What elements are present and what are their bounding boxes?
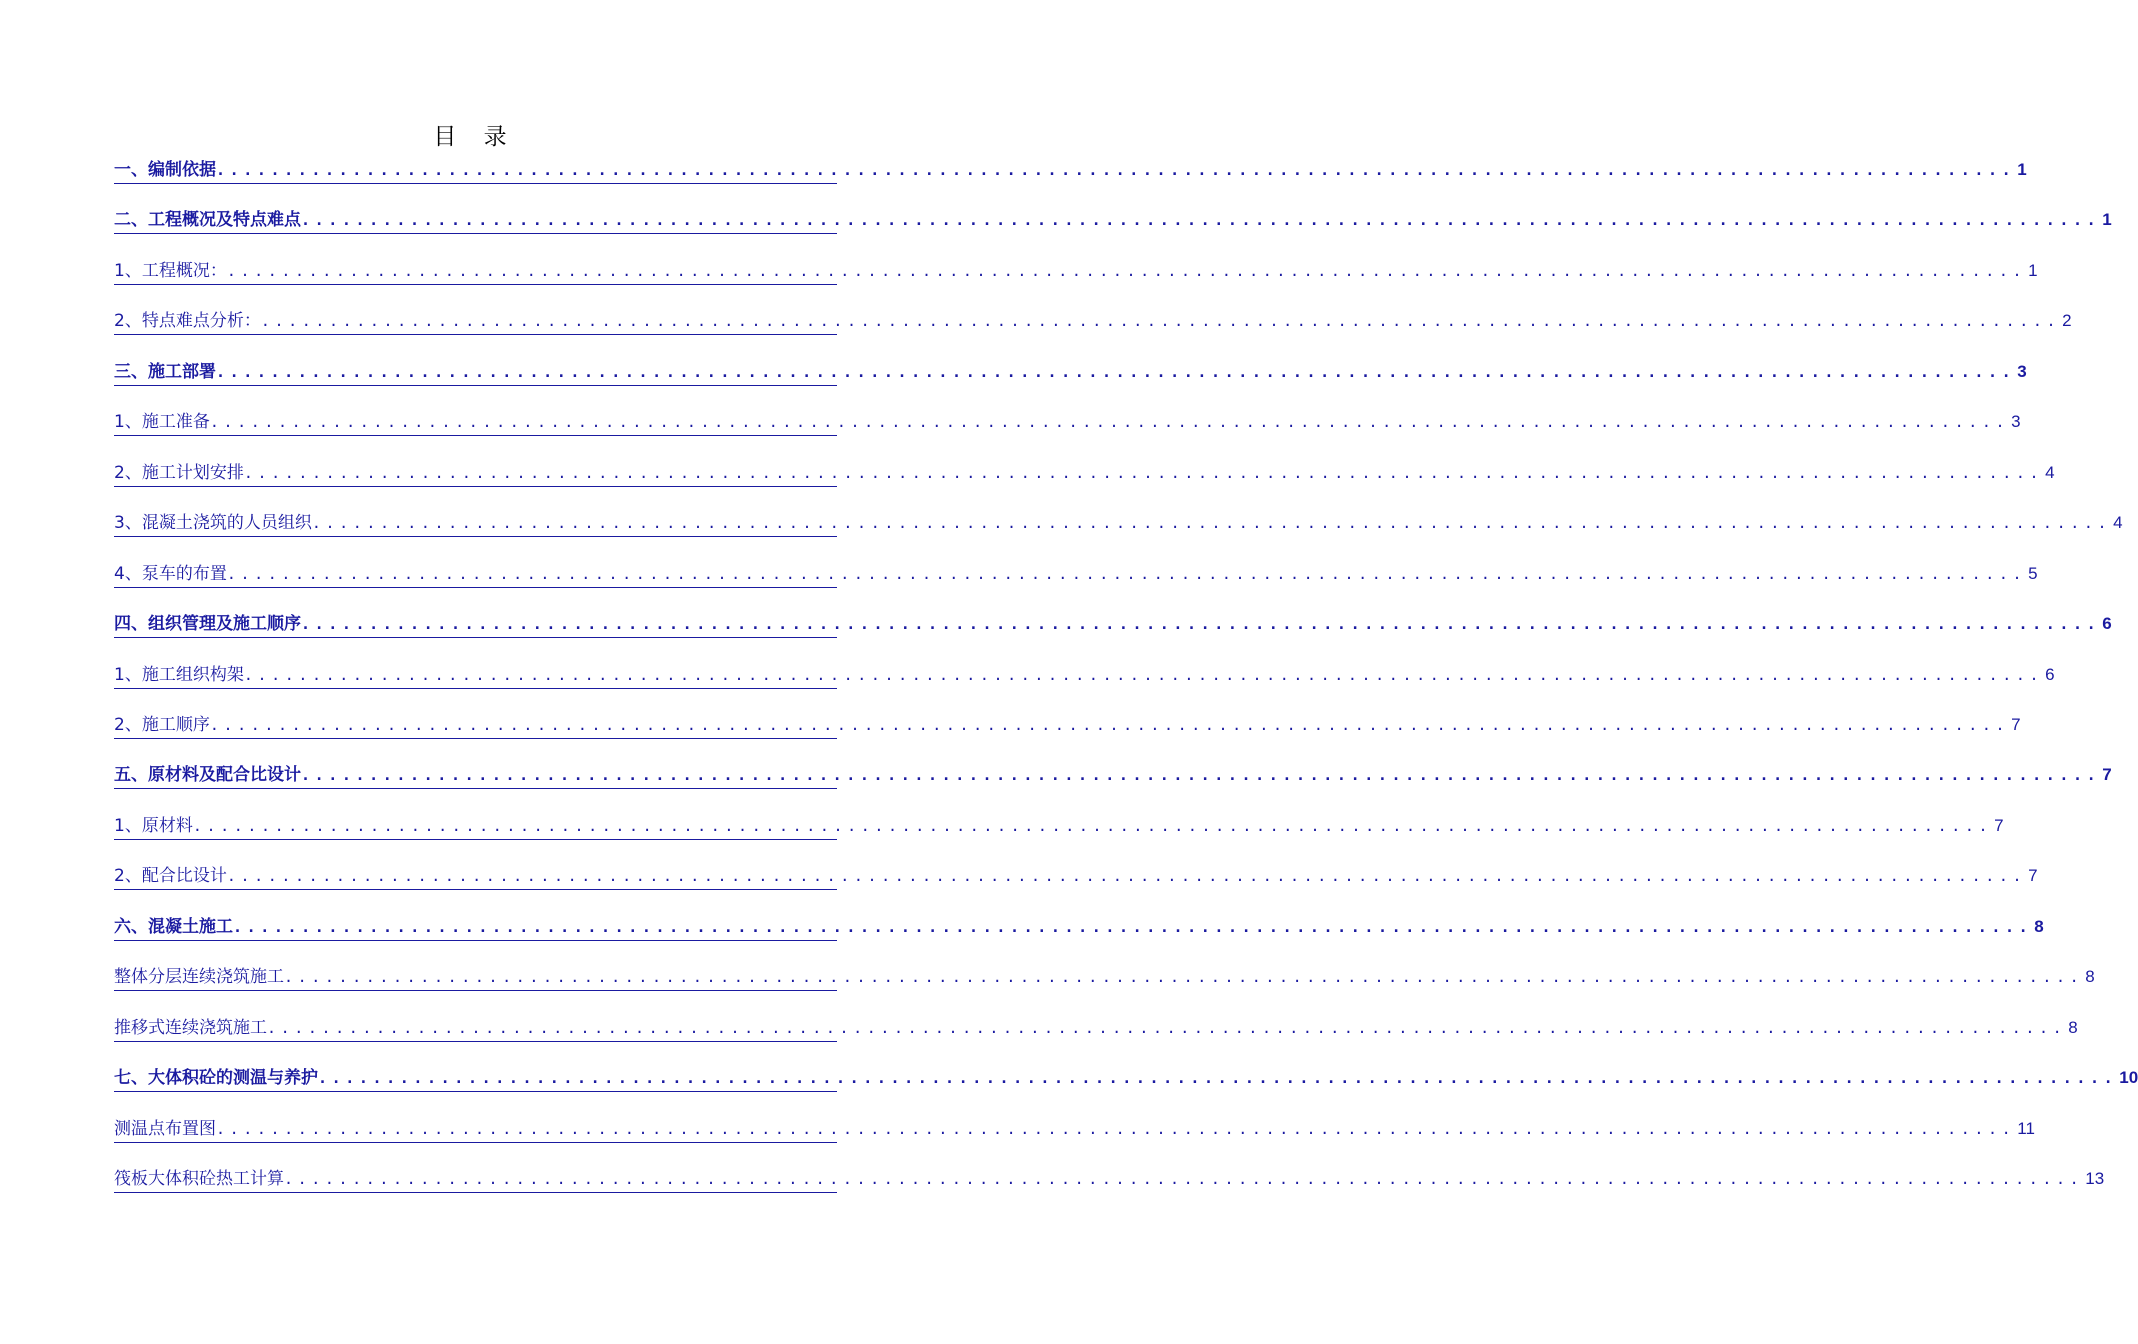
toc-dot-leader: ....................................................................................................................................: [226, 867, 2027, 886]
toc-entry-page-number: 8: [2068, 1017, 2078, 1037]
toc-entry-label: 六、混凝土施工: [114, 916, 233, 937]
toc-entry-label: 三、施工部署: [114, 361, 216, 382]
toc-entry[interactable]: [114, 762, 2112, 789]
toc-entry[interactable]: [114, 914, 2044, 941]
toc-entry-page-number: 7: [1994, 815, 2004, 835]
toc-entry-page-number: 2: [2062, 311, 2072, 331]
toc-entry-label: 七、大体积砼的测温与养护: [114, 1068, 318, 1089]
toc-entry-label: 整体分层连续浇筑施工: [114, 967, 284, 988]
toc-dot-leader: ....................................................................................................................................: [216, 1119, 2016, 1138]
toc-entry-page-number: 7: [2028, 866, 2038, 886]
toc-dot-leader: ....................................................................................................................................: [233, 917, 2033, 936]
toc-entry[interactable]: [114, 258, 2038, 285]
toc-dot-leader: ....................................................................................................................................: [226, 564, 2027, 583]
toc-entry-label: 测温点布置图: [114, 1118, 216, 1139]
toc-entry[interactable]: [114, 1015, 2078, 1042]
toc-dot-leader: ....................................................................................................................................: [226, 261, 2027, 280]
toc-entry-page-number: 5: [2028, 563, 2038, 583]
page-title: 目 录: [433, 124, 517, 150]
toc-entry-page-number: 4: [2045, 462, 2055, 482]
toc-entry-label: 1、施工组织构架: [114, 664, 244, 685]
toc-entry[interactable]: [114, 1166, 2105, 1193]
toc-entry-page-number: 3: [2017, 361, 2027, 381]
toc-entry-label: 筏板大体积砼热工计算: [114, 1169, 284, 1189]
toc-entry-page-number: 7: [2011, 714, 2021, 734]
toc-entry-label: 2、特点难点分析：: [114, 311, 261, 332]
toc-entry[interactable]: [114, 460, 2055, 487]
toc-entry[interactable]: [114, 863, 2038, 890]
toc-entry-page-number: 8: [2034, 916, 2044, 936]
toc-entry-label: 1、工程概况：: [114, 260, 227, 281]
toc-entry[interactable]: [114, 561, 2038, 588]
toc-dot-leader: ....................................................................................................................................: [301, 615, 2101, 634]
toc-entry-label: 3、混凝土浇筑的人员组织: [114, 513, 312, 534]
toc-dot-leader: ....................................................................................................................................: [243, 665, 2044, 684]
toc-dot-leader: ....................................................................................................................................: [216, 161, 2016, 179]
toc-entry-label: 推移式连续浇筑施工: [114, 1017, 267, 1038]
toc-entry[interactable]: [114, 157, 2027, 184]
toc-dot-leader: ....................................................................................................................................: [209, 413, 2010, 432]
toc-entry-page-number: 1: [2028, 260, 2038, 280]
toc-dot-leader: ....................................................................................................................................: [209, 715, 2010, 734]
toc-entry-page-number: 7: [2102, 765, 2112, 785]
toc-entry-page-number: 10: [2119, 1068, 2138, 1088]
toc-entry-label: 4、泵车的布置: [114, 563, 227, 584]
toc-entry[interactable]: [114, 207, 2112, 234]
toc-entry-label: 2、配合比设计: [114, 866, 227, 887]
toc-entry-label: 五、原材料及配合比设计: [114, 765, 301, 786]
toc-entry-label: 二、工程概况及特点难点: [114, 210, 301, 231]
toc-dot-leader: ....................................................................................................................................: [192, 816, 1993, 835]
toc-dot-leader: ....................................................................................................................................: [243, 463, 2044, 482]
toc-entry[interactable]: [114, 964, 2095, 991]
toc-dot-leader: ....................................................................................................................................: [318, 1069, 2118, 1088]
toc-entry[interactable]: [114, 1116, 2035, 1143]
toc-entry-label: 四、组织管理及施工顺序: [114, 614, 301, 635]
toc-dot-leader: ....................................................................................................................................: [260, 312, 2061, 331]
toc-entry[interactable]: [114, 611, 2112, 638]
toc-dot-leader: ....................................................................................................................................: [267, 1018, 2067, 1037]
toc-dot-leader: ....................................................................................................................................: [284, 968, 2084, 987]
toc-entry[interactable]: [114, 308, 2072, 335]
toc-entry-label: 一、编制依据: [114, 160, 216, 180]
toc-entry-page-number: 13: [2085, 1169, 2105, 1188]
toc-entry[interactable]: [114, 409, 2021, 436]
toc-dot-leader: ....................................................................................................................................: [216, 362, 2016, 381]
toc-entry[interactable]: [114, 662, 2055, 689]
toc-entry-page-number: 8: [2085, 967, 2095, 987]
toc-dot-leader: ....................................................................................................................................: [301, 211, 2101, 230]
toc-entry[interactable]: [114, 813, 2004, 840]
toc-entry-page-number: 11: [2017, 1118, 2035, 1138]
toc-entry-page-number: 3: [2011, 412, 2021, 432]
toc-entry[interactable]: [114, 712, 2021, 739]
toc-entry-label: 1、施工准备: [114, 412, 210, 433]
toc-entry-page-number: 1: [2102, 210, 2112, 230]
toc-entry-label: 2、施工顺序: [114, 714, 210, 735]
toc-entry-label: 2、施工计划安排: [114, 462, 244, 483]
toc-entry-label: 1、原材料: [114, 815, 193, 836]
toc-dot-leader: ....................................................................................................................................: [301, 766, 2101, 785]
toc-entry-page-number: 1: [2017, 160, 2027, 179]
toc-entry-page-number: 6: [2045, 664, 2055, 684]
toc-entry-page-number: 6: [2102, 614, 2112, 634]
toc-entry[interactable]: [114, 359, 2027, 386]
toc-entry-page-number: 4: [2113, 513, 2123, 533]
toc-entry[interactable]: [114, 1065, 2138, 1092]
toc-entry[interactable]: [114, 510, 2123, 537]
toc-dot-leader: ....................................................................................................................................: [311, 514, 2112, 533]
toc-dot-leader: ....................................................................................................................................: [284, 1170, 2084, 1188]
